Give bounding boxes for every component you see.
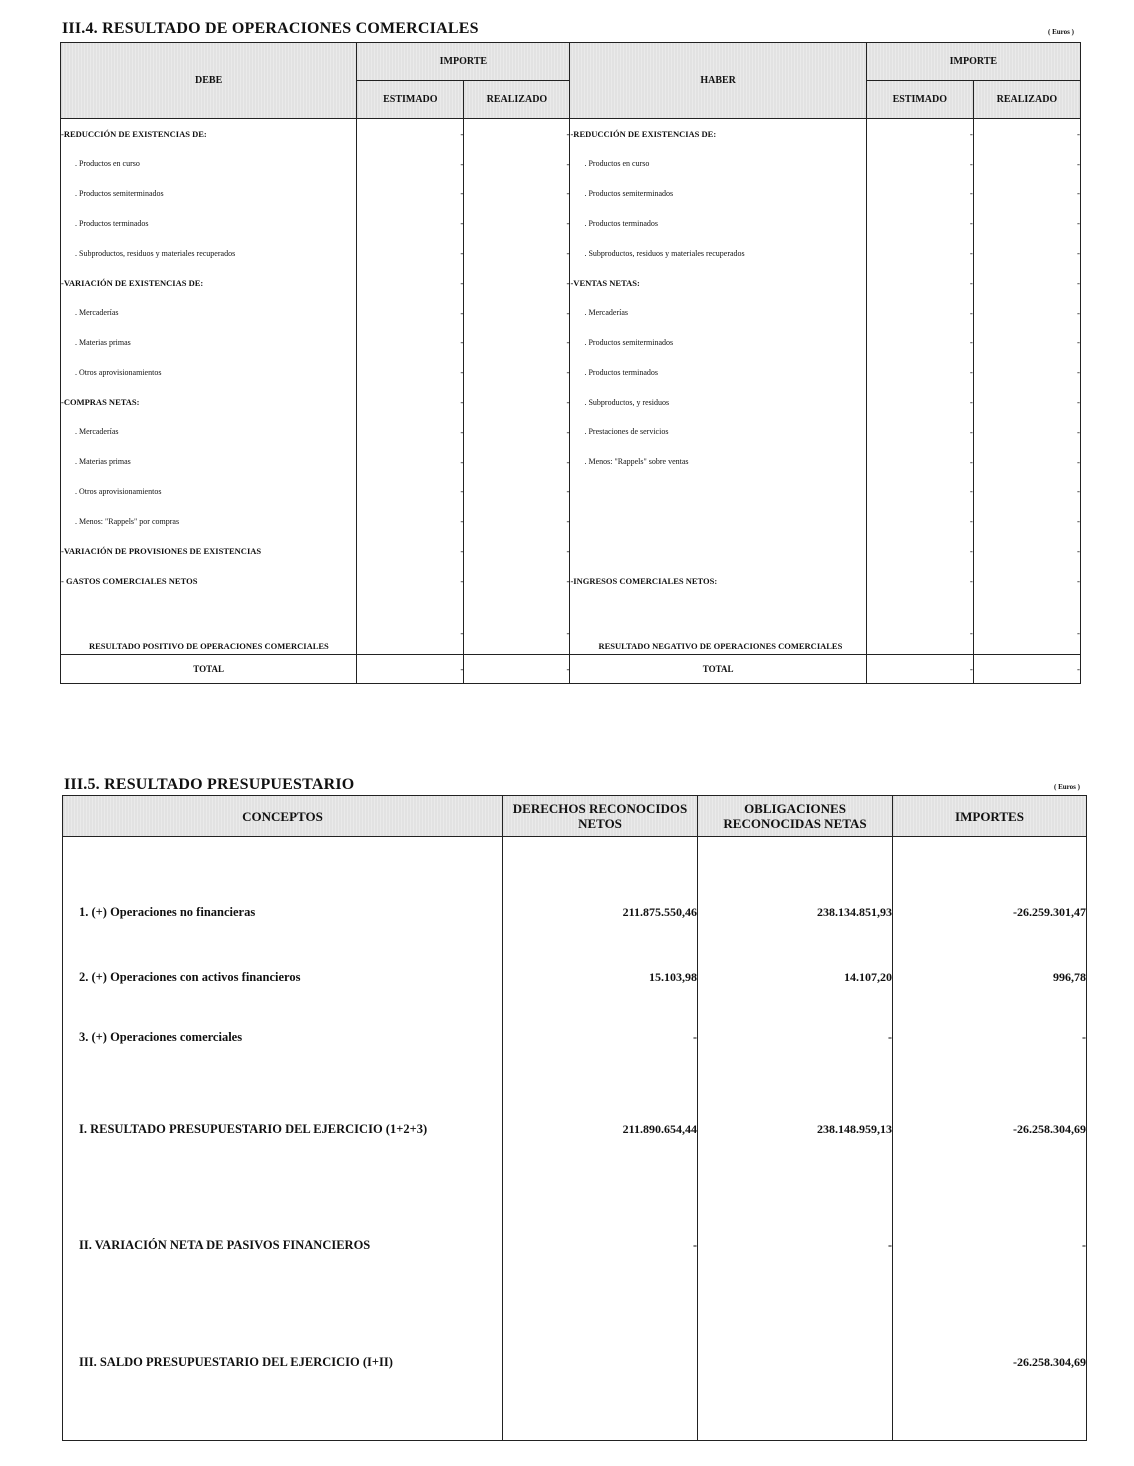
header-estimado-debe: ESTIMADO: [357, 81, 464, 119]
dash-value: -: [566, 546, 570, 557]
amount-value: -: [693, 1029, 697, 1044]
dash-value: -: [969, 128, 973, 139]
dash-value: -: [460, 188, 464, 199]
debe-total-label: TOTAL: [61, 654, 357, 683]
haber-labels: [570, 119, 866, 655]
line-item: . Menos: "Rappels" sobre ventas: [584, 457, 689, 467]
derechos-col: [503, 837, 698, 1441]
amount-value: -: [888, 1237, 892, 1252]
amount-value: 14.107,20: [844, 969, 892, 984]
debe-realizado-col: [464, 119, 570, 655]
debe-total-estimado: -: [357, 654, 464, 683]
section1-currency: ( Euros ): [1048, 28, 1074, 36]
line-item: . Mercaderías: [75, 308, 119, 318]
dash-value: -: [460, 277, 464, 288]
amount-value: -: [1082, 1237, 1086, 1252]
dash-value: -: [1077, 307, 1080, 318]
concept-label: I. RESULTADO PRESUPUESTARIO DEL EJERCICIO (1+2+3): [79, 1121, 428, 1136]
debe-labels: [61, 119, 357, 655]
concept-label: 3. (+) Operaciones comerciales: [79, 1029, 243, 1044]
amount-value: 238.148.959,13: [817, 1121, 892, 1136]
section-heading: -REDUCCIÓN DE EXISTENCIAS DE:: [570, 128, 717, 139]
dash-value: -: [460, 367, 464, 378]
dash-value: -: [1077, 426, 1080, 437]
dash-value: -: [460, 337, 464, 348]
amount-value: -26.258.304,69: [1013, 1121, 1086, 1136]
section-heading: -INGRESOS COMERCIALES NETOS:: [570, 575, 718, 586]
dash-value: -: [460, 546, 464, 557]
section2-title: III.5. RESULTADO PRESUPUESTARIO: [64, 776, 355, 793]
line-item: . Subproductos, y residuos: [584, 397, 670, 407]
line-item: . Productos semiterminados: [584, 337, 674, 347]
line-item: . Productos terminados: [584, 367, 659, 377]
amount-value: 15.103,98: [649, 969, 697, 984]
dash-value: -: [969, 367, 973, 378]
amount-value: -: [693, 1237, 697, 1252]
debe-total-realizado: -: [464, 654, 570, 683]
dash-value: -: [1077, 337, 1080, 348]
line-item: . Prestaciones de servicios: [584, 427, 669, 437]
dash-value: -: [566, 307, 570, 318]
dash-value: -: [969, 248, 973, 259]
dash-value: -: [460, 486, 464, 497]
section1-title: III.4. RESULTADO DE OPERACIONES COMERCIALES: [62, 20, 479, 37]
dash-value: -: [969, 486, 973, 497]
dash-value: -: [1077, 218, 1080, 229]
dash-value: -: [1077, 546, 1080, 557]
dash-value: -: [460, 575, 464, 586]
line-item: . Mercaderías: [75, 427, 119, 437]
line-item: . Productos semiterminados: [584, 188, 674, 198]
dash-value: -: [1077, 397, 1080, 408]
line-item: . Menos: "Rappels" por compras: [75, 516, 180, 526]
dash-value: -: [969, 627, 973, 638]
amount-value: [698, 1303, 892, 1421]
dash-value: -: [1077, 627, 1080, 638]
amount-value: [503, 1303, 697, 1421]
conceptos-col: [63, 837, 503, 1441]
blank-line: [570, 477, 865, 507]
header-conceptos: CONCEPTOS: [63, 796, 503, 837]
dash-value: -: [1077, 367, 1080, 378]
dash-value: -: [969, 456, 973, 467]
section-heading: - GASTOS COMERCIALES NETOS: [61, 575, 198, 586]
line-item: . Productos en curso: [75, 159, 140, 169]
header-haber: HABER: [570, 43, 866, 119]
dash-value: -: [566, 218, 570, 229]
concept-label: 1. (+) Operaciones no financieras: [79, 904, 256, 919]
dash-value: -: [566, 575, 570, 586]
dash-value: -: [1077, 277, 1080, 288]
dash-value: -: [566, 516, 570, 527]
dash-value: -: [460, 627, 464, 638]
header-derechos: DERECHOS RECONOCIDOS NETOS: [503, 796, 698, 837]
concept-label: II. VARIACIÓN NETA DE PASIVOS FINANCIEROS: [79, 1237, 371, 1252]
debe-estimado-col: [357, 119, 464, 655]
blank-line: [570, 536, 865, 566]
dash-value: -: [566, 128, 570, 139]
dash-value: -: [1077, 158, 1080, 169]
dash-value: -: [969, 307, 973, 318]
dash-value: -: [1077, 575, 1080, 586]
header-realizado-haber: REALIZADO: [973, 81, 1080, 119]
line-item: . Subproductos, residuos y materiales recuperados: [584, 248, 745, 258]
amount-value: -: [888, 1029, 892, 1044]
section-heading: -VARIACIÓN DE EXISTENCIAS DE:: [61, 277, 204, 288]
amount-value: -: [1082, 1029, 1086, 1044]
dash-value: -: [969, 575, 973, 586]
dash-value: -: [1077, 486, 1080, 497]
line-item: . Otros aprovisionamientos: [75, 367, 162, 377]
dash-value: -: [969, 277, 973, 288]
dash-value: -: [969, 546, 973, 557]
dash-value: -: [566, 158, 570, 169]
dash-value: -: [460, 397, 464, 408]
dash-value: -: [566, 337, 570, 348]
header-estimado-haber: ESTIMADO: [866, 81, 973, 119]
dash-value: -: [969, 426, 973, 437]
dash-value: -: [566, 188, 570, 199]
result-line: RESULTADO POSITIVO DE OPERACIONES COMERCIALES: [89, 640, 329, 651]
line-item: . Productos terminados: [75, 218, 149, 228]
line-item: . Materias primas: [75, 457, 131, 467]
commercial-operations-table: [60, 42, 1081, 684]
dash-value: -: [969, 337, 973, 348]
amount-value: 211.875.550,46: [622, 904, 697, 919]
dash-value: -: [1077, 248, 1080, 259]
dash-value: -: [566, 456, 570, 467]
dash-value: -: [460, 248, 464, 259]
section-heading: -REDUCCIÓN DE EXISTENCIAS DE:: [61, 128, 207, 139]
haber-realizado-col: [973, 119, 1080, 655]
section-heading: -COMPRAS NETAS:: [61, 397, 140, 408]
amount-value: 238.134.851,93: [817, 904, 892, 919]
haber-total-estimado: -: [866, 654, 973, 683]
amount-value: 996,78: [1053, 969, 1086, 984]
dash-value: -: [566, 627, 570, 638]
blank-line: [570, 506, 865, 536]
line-item: . Productos en curso: [584, 159, 650, 169]
dash-value: -: [460, 307, 464, 318]
concept-label: III. SALDO PRESUPUESTARIO DEL EJERCICIO (I+II): [79, 1354, 393, 1369]
dash-value: -: [566, 426, 570, 437]
dash-value: -: [969, 158, 973, 169]
header-realizado-debe: REALIZADO: [464, 81, 570, 119]
concept-label: 2. (+) Operaciones con activos financieros: [79, 969, 301, 984]
line-item: . Mercaderías: [584, 308, 628, 318]
dash-value: -: [460, 456, 464, 467]
dash-value: -: [460, 218, 464, 229]
dash-value: -: [460, 426, 464, 437]
dash-value: -: [1077, 188, 1080, 199]
dash-value: -: [460, 158, 464, 169]
obligaciones-col: [698, 837, 893, 1441]
line-item: . Productos semiterminados: [75, 188, 164, 198]
line-item: . Materias primas: [75, 337, 131, 347]
dash-value: -: [969, 397, 973, 408]
section-heading: -VENTAS NETAS:: [570, 277, 640, 288]
line-item: . Otros aprovisionamientos: [75, 486, 162, 496]
amount-value: 211.890.654,44: [622, 1121, 697, 1136]
dash-value: -: [566, 248, 570, 259]
haber-total-label: TOTAL: [570, 654, 866, 683]
line-item: . Subproductos, residuos y materiales recuperados: [75, 248, 236, 258]
header-debe: DEBE: [61, 43, 357, 119]
haber-estimado-col: [866, 119, 973, 655]
dash-value: -: [566, 486, 570, 497]
dash-value: -: [1077, 516, 1080, 527]
dash-value: -: [460, 128, 464, 139]
result-line: RESULTADO NEGATIVO DE OPERACIONES COMERCIALES: [598, 640, 843, 651]
importes-col: [893, 837, 1087, 1441]
line-item: . Productos terminados: [584, 218, 659, 228]
header-obligaciones: OBLIGACIONES RECONOCIDAS NETAS: [698, 796, 893, 837]
section-heading: -VARIACIÓN DE PROVISIONES DE EXISTENCIAS: [61, 546, 262, 557]
header-importe-debe: IMPORTE: [357, 43, 570, 81]
dash-value: -: [969, 218, 973, 229]
header-importes: IMPORTES: [893, 796, 1087, 837]
amount-value: -26.258.304,69: [1013, 1354, 1086, 1369]
haber-total-realizado: -: [973, 654, 1080, 683]
dash-value: -: [566, 397, 570, 408]
section2-currency: ( Euros ): [1054, 783, 1080, 791]
dash-value: -: [1077, 128, 1080, 139]
budget-result-table: [62, 795, 1087, 1441]
dash-value: -: [566, 277, 570, 288]
dash-value: -: [969, 188, 973, 199]
dash-value: -: [460, 516, 464, 527]
dash-value: -: [566, 367, 570, 378]
dash-value: -: [969, 516, 973, 527]
dash-value: -: [1077, 456, 1080, 467]
header-importe-haber: IMPORTE: [866, 43, 1080, 81]
amount-value: -26.259.301,47: [1013, 904, 1086, 919]
